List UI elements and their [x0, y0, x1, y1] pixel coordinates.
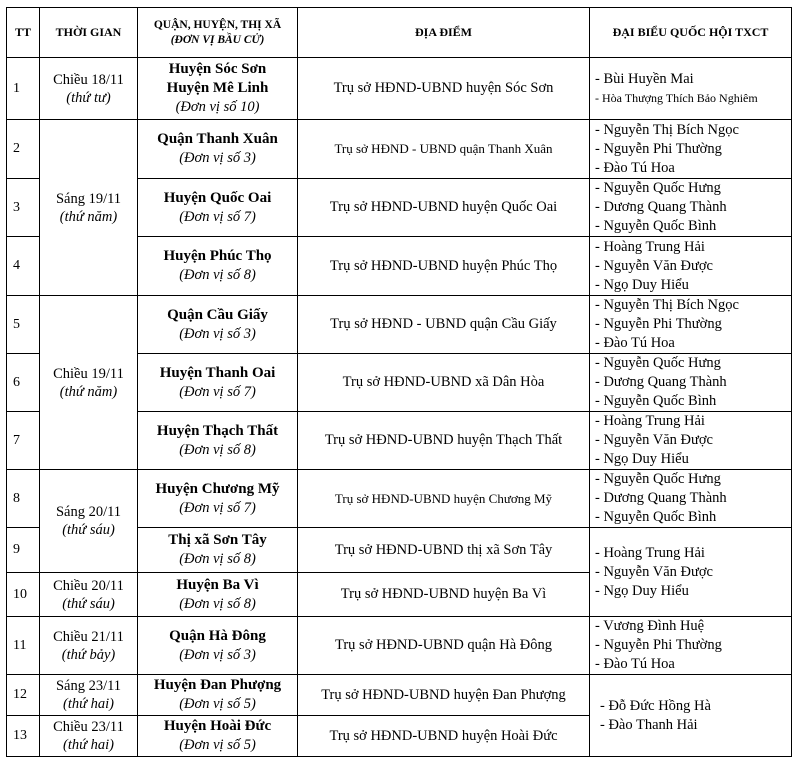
delegate-name: - Đào Tú Hoa [595, 335, 675, 351]
delegate-name: - Ngọ Duy Hiểu [595, 276, 689, 293]
schedule-table [6, 7, 792, 757]
delegates-cell [590, 237, 792, 296]
time-cell [40, 58, 138, 120]
time-cell [40, 675, 138, 716]
delegates-cell [590, 179, 792, 237]
time-weekday: (thứ sáu) [62, 595, 115, 612]
time-weekday: (thứ hai) [63, 696, 114, 712]
unit-cell [138, 573, 298, 617]
unit-number: (Đơn vị số 7) [179, 383, 256, 400]
unit-cell [138, 58, 298, 120]
delegate-name: - Ngọ Duy Hiểu [595, 451, 689, 467]
unit-name: Quận Thanh Xuân [157, 131, 278, 147]
unit-name: Thị xã Sơn Tây [168, 532, 267, 548]
unit-number: (Đơn vị số 8) [179, 595, 256, 612]
delegate-name: - Nguyễn Phi Thường [595, 637, 722, 653]
delegates-cell [590, 528, 792, 617]
unit-name: Quận Hà Đông [169, 627, 266, 644]
unit-name-2: Huyện Mê Linh [166, 80, 269, 96]
time-cell [40, 120, 138, 296]
delegate-name: - Nguyễn Quốc Bình [595, 218, 717, 234]
row-number: 13 [7, 716, 40, 757]
time-weekday: (thứ bảy) [61, 646, 116, 663]
unit-cell [138, 412, 298, 470]
table-row [7, 470, 792, 528]
delegate-name: - Dương Quang Thành [595, 490, 727, 506]
time-weekday: (thứ năm) [59, 208, 118, 225]
row-number: 5 [7, 296, 40, 354]
delegate-name: - Hoàng Trung Hải [595, 238, 705, 255]
header-row [7, 8, 792, 58]
header-time: THỜI GIAN [40, 8, 138, 58]
header-tt: TT [7, 8, 40, 58]
time-weekday: (thứ hai) [63, 737, 114, 753]
unit-cell [138, 120, 298, 179]
time-weekday: (thứ tư) [66, 89, 111, 106]
unit-number: (Đơn vị số 7) [179, 208, 256, 225]
row-number: 3 [7, 179, 40, 237]
unit-cell [138, 675, 298, 716]
unit-number: (Đơn vị số 7) [179, 499, 256, 516]
table-row [7, 296, 792, 354]
unit-cell [138, 716, 298, 757]
location-cell: Trụ sở HĐND - UBND quận Thanh Xuân [298, 120, 590, 179]
location-cell: Trụ sở HĐND-UBND huyện Phúc Thọ [298, 237, 590, 296]
time-day: Chiều 21/11 [53, 628, 124, 645]
delegate-name: - Nguyễn Thị Bích Ngọc [595, 297, 739, 313]
unit-name: Huyện Sóc Sơn [168, 61, 267, 77]
delegate-name: - Hoàng Trung Hải [595, 544, 705, 561]
location-cell: Trụ sở HĐND-UBND huyện Quốc Oai [298, 179, 590, 237]
delegate-name: - Vương Đình Huệ [595, 618, 705, 634]
unit-number: (Đơn vị số 3) [179, 646, 256, 663]
delegates-cell [590, 120, 792, 179]
delegate-name: - Ngọ Duy Hiểu [595, 582, 689, 599]
table-row [7, 58, 792, 120]
row-number: 4 [7, 237, 40, 296]
unit-cell [138, 179, 298, 237]
unit-name: Quận Cầu Giấy [167, 306, 268, 323]
time-day: Chiều 19/11 [53, 365, 124, 382]
delegate-name: - Nguyễn Phi Thường [595, 140, 722, 157]
row-number: 12 [7, 675, 40, 716]
location-cell: Trụ sở HĐND-UBND huyện Hoài Đức [298, 716, 590, 757]
delegate-name: - Nguyễn Quốc Bình [595, 393, 717, 409]
unit-cell [138, 354, 298, 412]
unit-name: Huyện Thạch Thất [156, 422, 279, 439]
unit-cell [138, 470, 298, 528]
unit-name: Huyện Đan Phượng [153, 677, 282, 693]
delegate-name: - Nguyễn Quốc Hưng [595, 180, 721, 196]
delegate-name: - Nguyễn Văn Được [595, 432, 713, 448]
delegate-name: - Đỗ Đức Hồng Hà [600, 697, 711, 714]
time-day: Chiều 20/11 [53, 577, 124, 594]
time-weekday: (thứ sáu) [62, 522, 115, 538]
delegate-name: - Nguyễn Văn Được [595, 563, 713, 580]
delegate-name: - Nguyễn Phi Thường [595, 316, 722, 332]
time-day: Sáng 20/11 [55, 504, 122, 520]
time-cell [40, 716, 138, 757]
unit-name: Huyện Phúc Thọ [163, 248, 272, 264]
unit-name: Huyện Thanh Oai [159, 364, 276, 381]
unit-number: (Đơn vị số 8) [179, 441, 256, 458]
delegate-name: - Nguyễn Văn Được [595, 257, 713, 274]
delegate-name: - Đào Tú Hoa [595, 159, 675, 176]
delegates-cell [590, 354, 792, 412]
row-number: 7 [7, 412, 40, 470]
header-unit-line1: QUẬN, HUYỆN, THỊ XÃ [153, 18, 282, 31]
delegate-name: - Nguyễn Quốc Hưng [595, 471, 721, 487]
delegate-name: - Dương Quang Thành [595, 199, 727, 215]
time-cell [40, 573, 138, 617]
location-cell: Trụ sở HĐND-UBND huyện Đan Phượng [298, 675, 590, 716]
unit-number: (Đơn vị số 8) [179, 551, 256, 567]
unit-cell [138, 296, 298, 354]
time-day: Chiều 23/11 [53, 719, 124, 735]
header-unit-line2: (ĐƠN VỊ BẦU CỬ) [170, 33, 265, 46]
time-cell [40, 470, 138, 573]
delegates-cell [590, 675, 792, 757]
table-row [7, 675, 792, 716]
row-number: 9 [7, 528, 40, 573]
row-number: 11 [7, 617, 40, 675]
delegates-cell [590, 296, 792, 354]
delegate-name: - Nguyễn Thị Bích Ngọc [595, 121, 739, 138]
row-number: 2 [7, 120, 40, 179]
location-cell: Trụ sở HĐND - UBND quận Cầu Giấy [298, 296, 590, 354]
table-row [7, 617, 792, 675]
unit-number: (Đơn vị số 8) [179, 267, 256, 283]
unit-number: (Đơn vị số 5) [179, 696, 256, 712]
delegate-name: - Bùi Huyền Mai [595, 70, 694, 87]
unit-name: Huyện Quốc Oai [163, 189, 272, 206]
delegates-cell [590, 412, 792, 470]
location-cell: Trụ sở HĐND-UBND thị xã Sơn Tây [298, 528, 590, 573]
delegates-cell [590, 58, 792, 120]
unit-number: (Đơn vị số 3) [179, 325, 256, 342]
table-row [7, 120, 792, 179]
row-number: 10 [7, 573, 40, 617]
unit-name: Huyện Ba Vì [176, 576, 259, 593]
location-cell: Trụ sở HĐND-UBND huyện Ba Vì [298, 573, 590, 617]
row-number: 6 [7, 354, 40, 412]
time-weekday: (thứ năm) [59, 383, 118, 400]
unit-number: (Đơn vị số 5) [179, 737, 256, 753]
delegate-name: - Hòa Thượng Thích Bảo Nghiêm [595, 90, 758, 105]
header-delegates: ĐẠI BIỂU QUỐC HỘI TXCT [590, 8, 792, 58]
unit-cell [138, 528, 298, 573]
location-cell: Trụ sở HĐND-UBND huyện Chương Mỹ [298, 470, 590, 528]
row-number: 8 [7, 470, 40, 528]
delegate-name: - Nguyễn Quốc Hưng [595, 355, 721, 371]
unit-cell [138, 237, 298, 296]
header-unit [138, 8, 298, 58]
unit-cell [138, 617, 298, 675]
location-cell: Trụ sở HĐND-UBND huyện Thạch Thất [298, 412, 590, 470]
delegates-cell [590, 470, 792, 528]
row-number: 1 [7, 58, 40, 120]
delegate-name: - Dương Quang Thành [595, 374, 727, 390]
header-location: ĐỊA ĐIỂM [298, 8, 590, 58]
time-cell [40, 296, 138, 470]
time-day: Chiều 18/11 [53, 71, 124, 88]
unit-number: (Đơn vị số 10) [175, 99, 260, 115]
delegate-name: - Đào Thanh Hải [600, 716, 698, 733]
time-cell [40, 617, 138, 675]
delegate-name: - Hoàng Trung Hải [595, 413, 705, 429]
delegate-name: - Đào Tú Hoa [595, 656, 675, 672]
delegates-cell [590, 617, 792, 675]
location-cell: Trụ sở HĐND-UBND xã Dân Hòa [298, 354, 590, 412]
time-day: Sáng 23/11 [55, 678, 122, 694]
unit-number: (Đơn vị số 3) [179, 150, 256, 166]
location-cell: Trụ sở HĐND-UBND quận Hà Đông [298, 617, 590, 675]
unit-name: Huyện Chương Mỹ [155, 480, 280, 497]
time-day: Sáng 19/11 [55, 190, 122, 207]
delegate-name: - Nguyễn Quốc Bình [595, 509, 717, 525]
location-cell: Trụ sở HĐND-UBND huyện Sóc Sơn [298, 58, 590, 120]
unit-name: Huyện Hoài Đức [163, 718, 272, 734]
